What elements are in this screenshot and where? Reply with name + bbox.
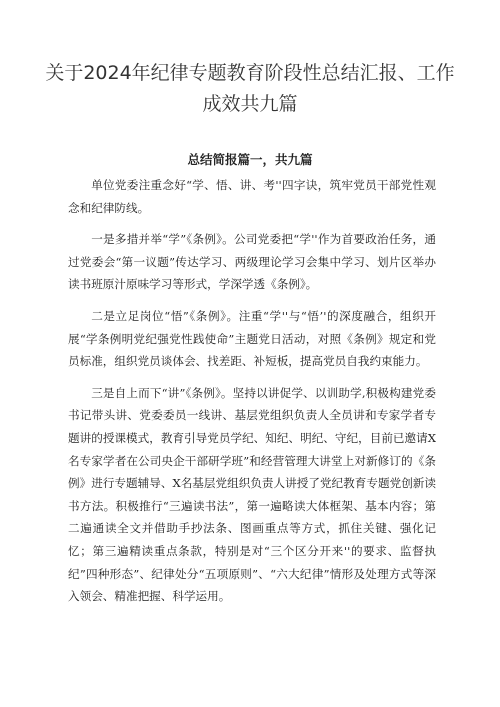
paragraph-intro: 单位党委注重念好“学、悟、讲、考''四字诀，筑牢党员干部党性观念和纪律防线。 <box>68 178 436 215</box>
paragraph-understand: 二是立足岗位“悟”《条例》。注重“学''与“悟’'的深度融合，组织开展“学条例明党纪强党性践使命”主题党日活动，对照《条例》规定和党员标准，组织党员谈体会、找差距、补短板，提高党员自我约束能力。 <box>68 308 436 369</box>
paragraph-study: 一是多措并举“学”《条例》。公司党委把“学''作为首要政治任务，通过党委会“第一议题”传达学习、两级理论学习会集中学习、划片区举办读书班原汁原味学习等形式，学深学透《条例》。 <box>68 232 436 292</box>
section-heading: 总结简报篇一，共九篇 <box>187 152 313 167</box>
paragraph-lecture: 三是自上而下“讲”《条例》。坚持以讲促学、以训助学,积极构建党委书记带头讲、党委委员一线讲、基层党组织负责人全员讲和专家学者专题讲的授课模式，教育引导党员学纪、知纪、明纪、守纪，目前已邀请X名专家学者在公司央企干部研学班”和经营管理大讲堂上对新修订的《条例》进行专题辅导、X名基层党组织负责人讲授了党纪教育专题党创新读书方法。积极推行“三遍读书法”，第一遍略读大体框架、基本内容；第二遍通读全文并借助手抄法条、图画重点等方式，抓住关键、强化记忆；第三遍精读重点条款，特别是对“三个区分开来''的要求、监督执纪”四种形态”、纪律处分“五项原则”、“六大纪律”情形及处理方式等深入领会、精准把握、科学运用。 <box>68 385 436 604</box>
document-body <box>68 174 436 617</box>
document-title: 关于2024年纪律专题教育阶段性总结汇报、工作成效共九篇 <box>45 62 455 115</box>
